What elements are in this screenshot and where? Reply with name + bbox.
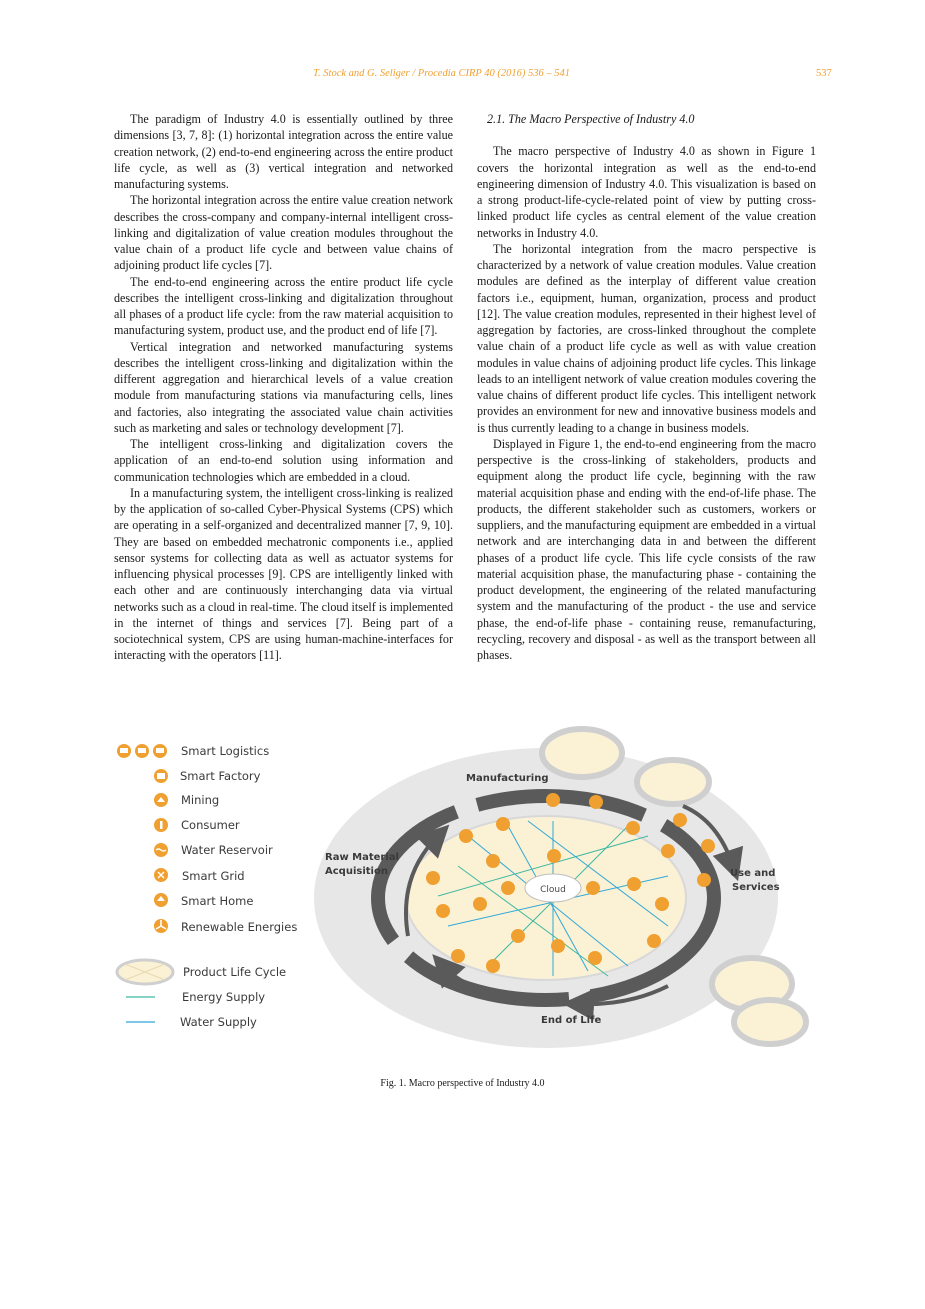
paragraph: Vertical integration and networked manufacturing systems describes the intelligent cross-linking and digitalization within the different aggregation and hierarchical levels of a value creation module from manufacturing stations via manufacturing cells, lines and factories, also integrating the associated value chain activities such as marketing and sales or technology development [7].: [114, 339, 453, 435]
factory-icon: [154, 769, 168, 783]
right-column: [477, 111, 816, 663]
left-column: [114, 111, 453, 664]
grid-icon: [154, 868, 168, 882]
section-heading: 2.1. The Macro Perspective of Industry 4.0: [487, 112, 695, 126]
truck-icon: [117, 744, 167, 758]
product-life-cycle-swatch: [117, 960, 173, 984]
phase-raw-material: Raw Material: [325, 852, 399, 863]
figure-caption: Fig. 1. Macro perspective of Industry 4.0: [380, 1078, 545, 1089]
phase-manufacturing: Manufacturing: [466, 773, 549, 784]
mining-icon: [154, 793, 168, 807]
windmill-icon: [154, 919, 168, 933]
legend-label: Water Supply: [180, 1015, 257, 1029]
paragraph: Displayed in Figure 1, the end-to-end engineering from the macro perspective is the cross-linking of stakeholders, products and equipment along the product life cycle, beginning with the raw material acquisition phase and ending with the end-of-life phase. The products, the different stakeholder such as customers, workers or suppliers, and the manufacturing equipment are embedded in a virtual network and are interchanging data in and between the different phases of a product life cycle. This life cycle consists of the raw material acquisition phase, the manufacturing phase - containing the product development, the engineering of the related manufacturing system and the manufacturing of the product - the use and service phase, the end-of-life phase - containing reuse, remanufacturing, recycling, recovery and disposal - as well as the transport between all phases.: [477, 436, 816, 662]
legend-label: Energy Supply: [182, 990, 266, 1004]
cloud-label: Cloud: [540, 885, 566, 895]
legend-label: Product Life Cycle: [183, 965, 287, 979]
journal-citation: T. Stock and G. Seliger / Procedia CIRP 40 (2016) 536 – 541: [313, 68, 571, 79]
paragraph: The paradigm of Industry 4.0 is essentially outlined by three dimensions [3, 7, 8]: (1) horizontal integration across the entire value creation network, (2) end-to-end engineering across the entire product life cycle, as well as (3) vertical integration and networked manufacturing systems.: [114, 112, 453, 191]
person-icon: [154, 818, 168, 832]
paragraph: The end-to-end engineering across the entire product life cycle describes the intelligent cross-linking and digitalization throughout all phases of a product life cycle: from the raw material acquisition to manufacturing system, product use, and the product end of life [7].: [114, 274, 453, 338]
cloud: [525, 874, 581, 902]
figure-canvas: [108, 726, 828, 1076]
paragraph: The horizontal integration across the entire value creation network describes the cross-company and company-internal intelligent cross-linking and digitalization of value creation modules throughout the value chain of a product life cycle and between value chains of adjoining product life cycles [7].: [114, 193, 453, 273]
legend-label: Smart Home: [181, 894, 254, 908]
legend-label: Renewable Energies: [181, 920, 298, 934]
legend-label: Smart Logistics: [181, 744, 270, 758]
legend-label: Smart Grid: [182, 869, 245, 883]
legend-icons: [117, 744, 168, 933]
phase-use-services: Services: [732, 882, 780, 893]
phase-raw-material: Acquisition: [325, 866, 388, 877]
running-header: [0, 68, 925, 84]
paragraph: The horizontal integration from the macro perspective is characterized by a network of value creation modules. Value creation modules are defined as the interplay of different value creation factors i.e., equipment, human, organization, process and product [12]. The value creation modules, represented in their highest level of aggregation by factories, are cross-linked throughout the complete value chain of a product life cycle as well as with value creation modules in value chains of adjoining product life cycles. This linkage leads to an intelligent network of value creation modules covering the value chains of different product life cycles. This intelligent network provides an environment for new and innovative business models and is thus currently leading to a change in business models.: [477, 241, 816, 435]
phase-use-services: Use and: [730, 868, 776, 879]
legend-label: Mining: [181, 793, 220, 807]
water-icon: [154, 843, 168, 857]
home-icon: [154, 893, 168, 907]
legend-label: Consumer: [181, 818, 240, 832]
phase-end-of-life: End of Life: [541, 1015, 602, 1026]
figure-macro-perspective: [108, 726, 828, 1076]
paragraph: In a manufacturing system, the intelligent cross-linking is realized by the application of so-called Cyber-Physical Systems (CPS) which are operating in a self-organized and decentralized manner [7, 9, 10]. They are based on embedded mechatronic components i.e., applied sensor systems for collecting data as well as actuator systems for influencing physical processes [9]. CPS are intelligently linked with each other and are continuously interchanging data via virtual networks such as a cloud in real-time. The cloud itself is implemented in the internet of things and services [7]. Being part of a sociotechnical system, CPS are using human-machine-interfaces for interacting with the operators [11].: [114, 485, 453, 663]
page-number: 537: [816, 68, 832, 79]
paragraph: The macro perspective of Industry 4.0 as shown in Figure 1 covers the horizontal integration as well as the end-to-end engineering dimension of Industry 4.0. This visualization is based on a strong product-life-cycle-related point of view by putting cross-linked product life cycles as central element of the value creation networks in Industry 4.0.: [477, 144, 816, 240]
paragraph: The intelligent cross-linking and digitalization covers the application of an end-to-end solution using information and communication technologies which are embedded in a cloud.: [114, 437, 453, 484]
legend-label: Water Reservoir: [181, 843, 273, 857]
legend-label: Smart Factory: [180, 769, 261, 783]
